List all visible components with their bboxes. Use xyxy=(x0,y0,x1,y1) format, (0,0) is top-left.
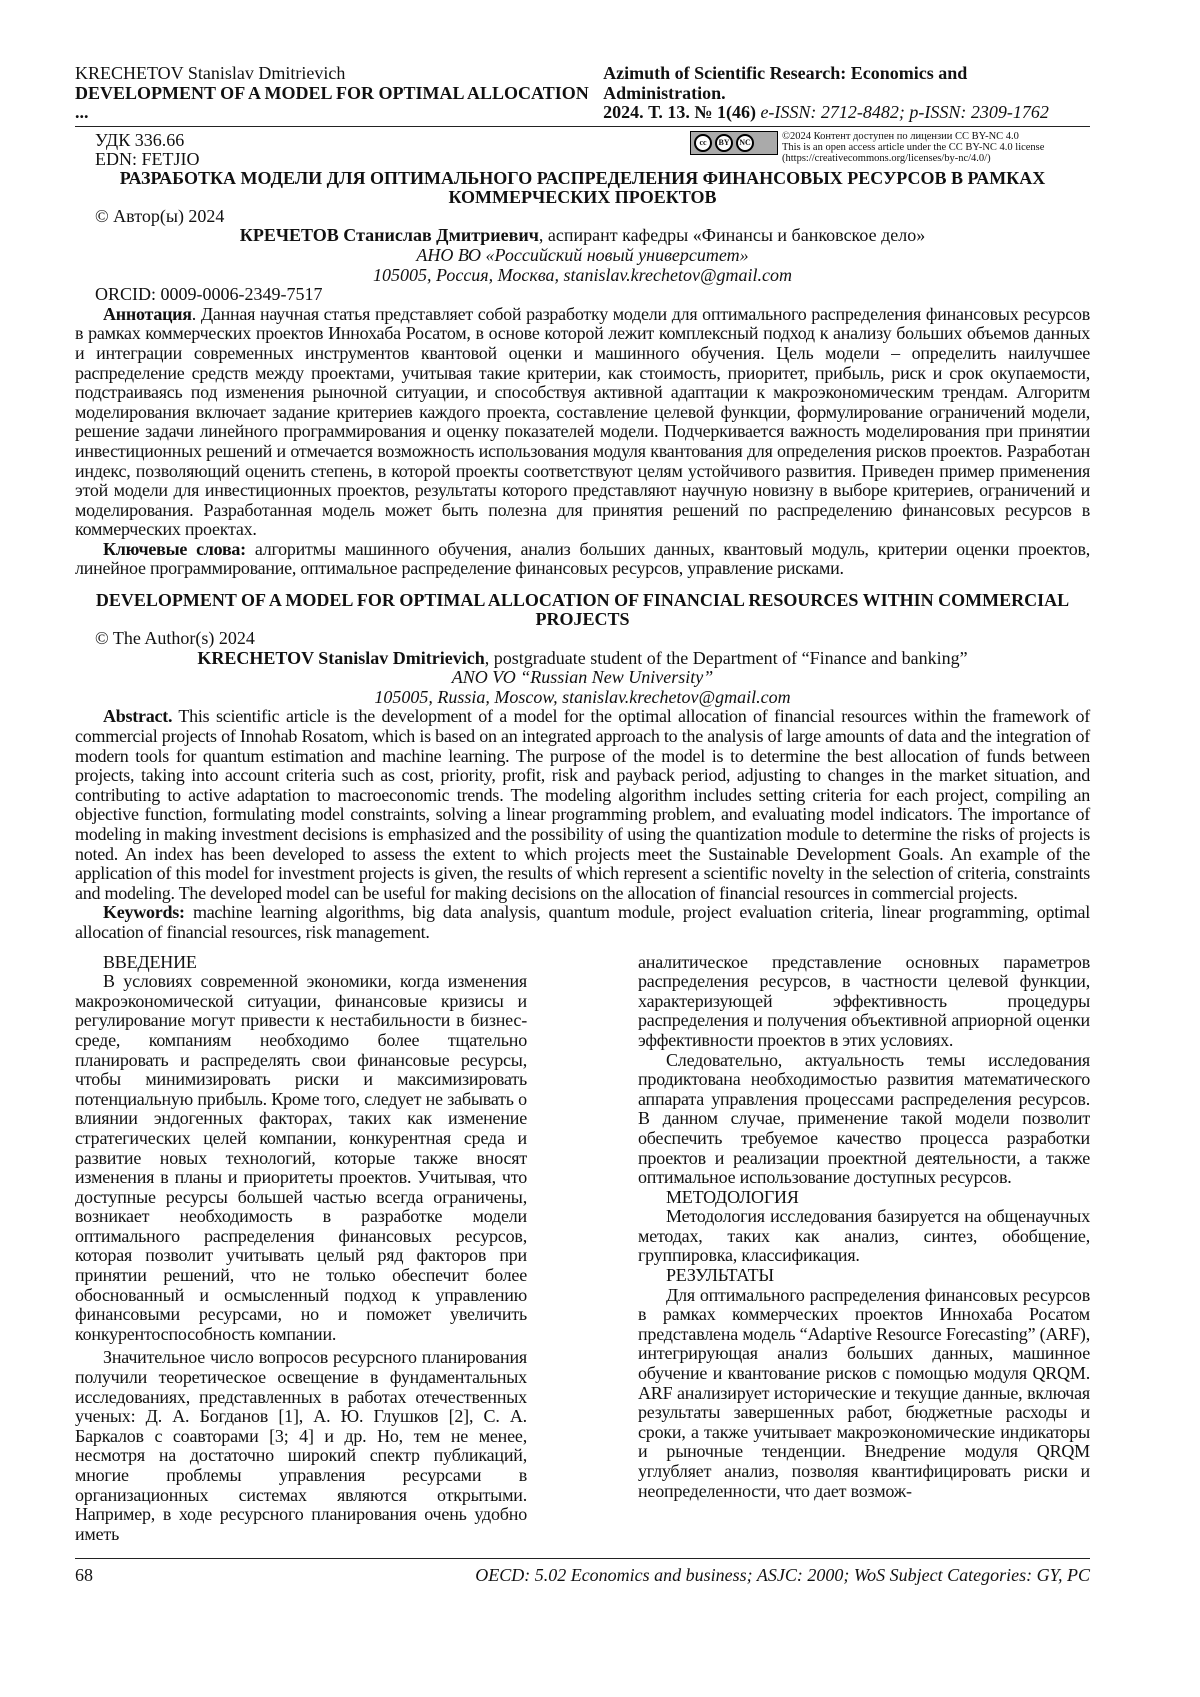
intro-heading: ВВЕДЕНИЕ xyxy=(103,951,197,972)
left-column xyxy=(75,953,527,1545)
ru-copyright: © Автор(ы) 2024 xyxy=(95,205,225,226)
license-link[interactable]: (https://creativecommons.org/licenses/by-nc/4.0/) xyxy=(782,152,991,164)
orcid: ORCID: 0009-0006-2349-7517 xyxy=(95,284,323,305)
header-journal: Azimuth of Scientific Research: Economics and Administration. xyxy=(603,63,968,103)
header-issn: e-ISSN: 2712-8482; p-ISSN: 2309-1762 xyxy=(760,102,1049,123)
methodology-paragraph: Методология исследования базируется на общенаучных методах, таких как анализ, синтез, обобщение, группировка, классификация. xyxy=(638,1206,1090,1266)
ru-author-name: КРЕЧЕТОВ Станислав Дмитриевич xyxy=(239,225,539,246)
en-author-role: , postgraduate student of the Department of “Finance and banking” xyxy=(484,647,968,668)
license-block xyxy=(690,131,1090,169)
ru-abstract-text: . Данная научная статья представляет собой разработку модели для оптимального распределения финансовых ресурсов в рамках коммерческих проектов Иннохаба Росатом, в основе которой лежит комплексный подход к анализу больших объемов данных и интеграции современных инструментов квантовой оценки и машинного обучения. Цель модели – определить наилучшее распределение средств между проектами, учитывая такие критерии, как стоимость, приоритет, прибыль, риск и срок окупаемости, подстраиваясь под изменения рыночной ситуации, и способствуя активной адаптации к макроэкономическим трендам. Алгоритм моделирования включает задание критериев каждого проекта, составление целевой функции, формулирование ограничений модели, решение задачи линейного программирования и оценку показателей модели. Подчеркивается важность моделирования при принятии инвестиционных решений и отмечается возможность использования модуля квантования для определения рисков проектов. Разработан индекс, позволяющий оценить степень, в которой проекты соответствуют целям устойчивого развития. Приведен пример применения этой модели для инвестиционных проектов, результаты которого представляют научную новизну в выборе критериев, ограничений и моделирования. Разработанная модель может быть полезна для принятия решений по распределению финансовых ресурсов в коммерческих проектах. xyxy=(75,303,1090,540)
ru-keywords-text: алгоритмы машинного обучения, анализ больших данных, квантовый модуль, критерии оценки проектов, линейное программирование, оптимальное распределение финансовых ресурсов, управление рисками. xyxy=(75,538,1090,579)
header-short-title: DEVELOPMENT OF A MODEL FOR OPTIMAL ALLOCATION ... xyxy=(75,82,589,123)
en-keywords xyxy=(75,903,1090,942)
methodology-heading: МЕТОДОЛОГИЯ xyxy=(666,1186,799,1207)
right-paragraph-2: Следовательно, актуальность темы исследования продиктована необходимостью развития математического аппарата управления процессами распределения ресурсов. В данном случае, применение такой модели позволит обеспечить требуемое качество процесса разработки проектов и реализации проектной деятельности, а также оптимальное использование доступных ресурсов. xyxy=(638,1049,1090,1188)
ru-org: АНО ВО «Российский новый университет» xyxy=(416,244,749,265)
intro-paragraph-2: Значительное число вопросов ресурсного планирования получили теоретическое освещение в фундаментальных исследованиях, представленных в работах отечественных ученых: Д. А. Богданов [1], А. Ю. Глушков [2], С. А. Баркалов с соавторами [3; 4] и др. Но, тем не менее, несмотря на достаточно широкий спектр публикаций, многие проблемы управления ресурсами в организационных системах являются открытыми. Например, в ходе ресурсного планирования очень удобно иметь xyxy=(75,1347,527,1544)
en-org: ANO VO “Russian New University” xyxy=(451,667,714,688)
en-title: DEVELOPMENT OF A MODEL FOR OPTIMAL ALLOCATION OF FINANCIAL RESOURCES WITHIN COMMERCIAL PROJECTS xyxy=(95,590,1070,630)
running-header xyxy=(75,64,1090,127)
results-heading: РЕЗУЛЬТАТЫ xyxy=(666,1265,774,1286)
ru-keywords xyxy=(75,540,1090,579)
edn: EDN: FETJIO xyxy=(95,148,200,169)
en-keywords-label: Keywords: xyxy=(103,902,185,923)
page-footer xyxy=(75,1558,1090,1585)
page-number: 68 xyxy=(75,1565,93,1586)
ru-author-role: , аспирант кафедры «Финансы и банковское дело» xyxy=(538,225,926,246)
header-issue: 2024. Т. 13. № 1(46) xyxy=(603,102,756,123)
right-paragraph-1: аналитическое представление основных параметров распределения ресурсов, в частности целевой функции, характеризующей эффективность процедуры распределения и получения объективной априорной оценки эффективности проектов в этих условиях. xyxy=(638,951,1090,1050)
ru-keywords-label: Ключевые слова: xyxy=(103,538,246,559)
en-copyright: © The Author(s) 2024 xyxy=(95,628,255,649)
ru-abstract xyxy=(75,305,1090,540)
en-keywords-text: machine learning algorithms, big data analysis, quantum module, project evaluation criteria, linear programming, optimal allocation of financial resources, risk management. xyxy=(75,902,1090,942)
udk: УДК 336.66 xyxy=(95,129,185,150)
en-abstract xyxy=(75,707,1090,903)
page xyxy=(75,0,1090,1625)
results-paragraph: Для оптимального распределения финансовых ресурсов в рамках коммерческих проектов Иннохаба Росатом представлена модель “Adaptive Resource Forecasting” (ARF), интегрирующая анализ больших данных, машинное обучение и квантование рисков с помощью модуля QRQM. ARF анализирует исторические и текущие данные, включая результаты завершенных работ, бюджетные расходы и сроки, а также учитывает макроэкономические индикаторы и рыночные тенденции. Внедрение модуля QRQM углубляет анализ, позволяя квантифицировать риски и неопределенности, что дает возмож- xyxy=(638,1284,1090,1501)
body-columns xyxy=(75,953,1090,1545)
cc-license-icon: cc BY NC xyxy=(690,131,778,155)
ru-title: РАЗРАБОТКА МОДЕЛИ ДЛЯ ОПТИМАЛЬНОГО РАСПРЕДЕЛЕНИЯ ФИНАНСОВЫХ РЕСУРСОВ В РАМКАХ КОММЕРЧЕСКИХ ПРОЕКТОВ xyxy=(119,167,1046,207)
intro-paragraph-1: В условиях современной экономики, когда изменения макроэкономической ситуации, финансовые кризисы и регулирование могут привести к нестабильности в бизнес-среде, компаниям необходимо более тщательно планировать и распределять свои финансовые ресурсы, чтобы минимизировать риски и максимизировать потенциальную прибыль. Кроме того, следует не забывать о влиянии эндогенных факторах, таких как изменение стратегических целей компании, конкурентная среда и развитие новых технологий, которые также вносят изменения в планы и приоритеты проектов. Учитывая, что доступные ресурсы большей частью всегда ограничены, возникает необходимость в разработке модели оптимального распределения финансовых ресурсов, которая позволит учитывать целый ряд факторов при принятии решений, что не только обеспечит более обоснованный и осмысленный подход к управлению финансовыми ресурсами, но и поможет увеличить конкурентоспособность компании. xyxy=(75,971,527,1344)
en-abstract-label: Abstract. xyxy=(103,706,173,727)
en-abstract-text: This scientific article is the development of a model for the optimal allocation of financial resources within the framework of commercial projects of Innohab Rosatom, which is based on an integrated approach to the analysis of large amounts of data and the integration of modern tools for quantum estimation and machine learning. The purpose of the model is to determine the best allocation of funds between projects, taking into account criteria such as cost, priority, profit, risk and payback period, adjusting to changes in the market situation, and contributing to active adaptation to macroeconomic trends. The modeling algorithm includes setting criteria for each project, compiling an objective function, formulating model constraints, solving a linear programming problem, and evaluating model indicators. The importance of modeling in making investment decisions is emphasized and the possibility of using the quantization module to determine the risks of projects is noted. An index has been developed to assess the extent to which projects meet the Sustainable Development Goals. An example of the application of this model for investment projects is given, the results of which represent a scientific novelty in the selection of criteria, constraints and modeling. The developed model can be useful for making decisions on the allocation of financial resources in commercial projects. xyxy=(75,706,1090,903)
en-address: 105005, Russia, Moscow, stanislav.krechetov@gmail.com xyxy=(374,686,791,707)
ru-address: 105005, Россия, Москва, stanislav.krechetov@gmail.com xyxy=(372,264,793,285)
license-line-1: ©2024 Контент доступен по лицензии CC BY-NC 4.0 xyxy=(782,130,1019,142)
ru-abstract-label: Аннотация xyxy=(103,303,192,324)
right-column xyxy=(638,953,1090,1502)
en-author-name: KRECHETOV Stanislav Dmitrievich xyxy=(197,647,485,668)
header-author: KRECHETOV Stanislav Dmitrievich xyxy=(75,63,346,83)
footer-classification: OECD: 5.02 Economics and business; ASJC: 2000; WoS Subject Categories: GY, PC xyxy=(475,1565,1090,1586)
license-line-2: This is an open access article under the CC BY-NC 4.0 license xyxy=(782,141,1045,153)
